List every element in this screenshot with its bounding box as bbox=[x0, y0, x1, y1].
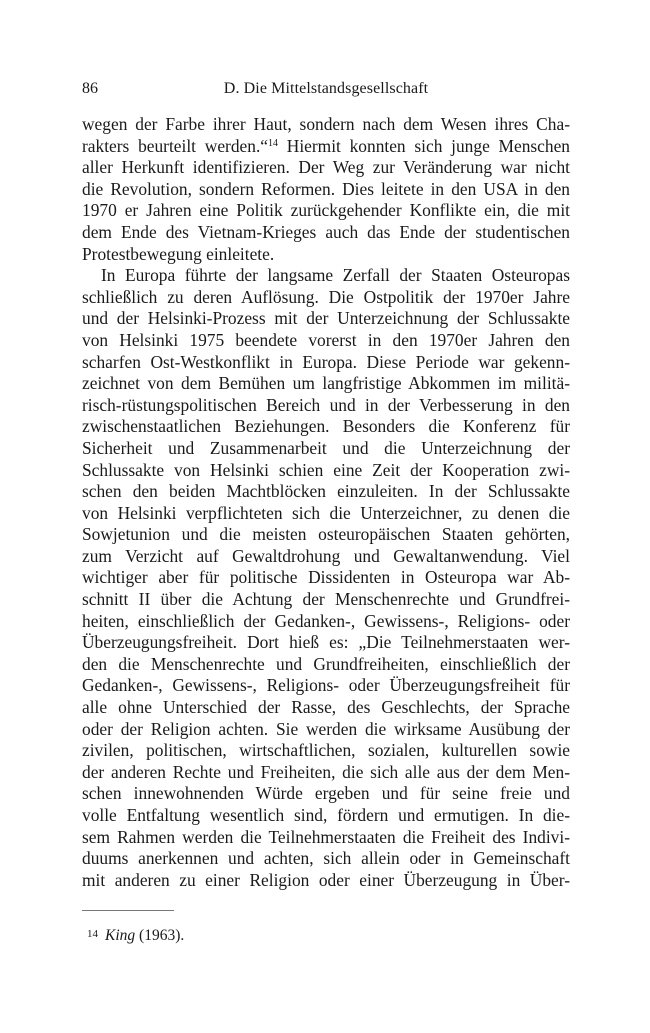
chapter-title: D. Die Mittelstandsgesellschaft bbox=[223, 80, 429, 97]
text-line: schen innewohnenden Würde ergeben und für seine freie und bbox=[82, 783, 570, 804]
text-line: den die Menschenrechte und Grundfreiheiten, einschließlich der bbox=[82, 653, 570, 674]
text-segment: rakters beurteilt werden.“ bbox=[82, 135, 269, 156]
text-line: scharfen Ost-Westkonflikt in Europa. Diese Periode war gekenn- bbox=[82, 351, 570, 372]
text-line: zum Verzicht auf Gewaltdrohung und Gewaltanwendung. Viel bbox=[82, 545, 570, 566]
text-line: mit anderen zu einer Religion oder einer Überzeugung in Über- bbox=[82, 869, 570, 890]
text-line: volle Entfaltung wesentlich sind, fördern und ermutigen. In die- bbox=[82, 805, 570, 825]
text-line: von Helsinki 1975 beendete vorerst in den 1970er Jahren den bbox=[82, 329, 570, 350]
text-line-with-footnote-ref bbox=[82, 136, 570, 158]
text-line: zeichnet von dem Bemühen um langfristige Abkommen im militä- bbox=[82, 373, 570, 394]
footnote-divider bbox=[82, 910, 174, 911]
text-line: schließlich zu deren Auflösung. Die Ostpolitik der 1970er Jahre bbox=[82, 286, 570, 307]
footnote-author: King bbox=[105, 927, 136, 944]
footnote bbox=[82, 924, 570, 946]
text-segment: Hiermit konnten sich junge Menschen bbox=[278, 135, 570, 156]
footnote-number: 14 bbox=[87, 928, 98, 940]
text-line: risch-rüstungspolitischen Bereich und in der Verbesserung in den bbox=[82, 394, 570, 415]
text-line: duums anerkennen und achten, sich allein oder in Gemeinschaft bbox=[82, 848, 570, 869]
text-line: wichtiger aber für politische Dissidenten in Osteuropa war Ab- bbox=[82, 567, 570, 588]
text-line: Protestbewegung einleitete. bbox=[82, 243, 275, 264]
footnote-year: (1963). bbox=[135, 927, 185, 944]
text-line: Sicherheit und Zusammenarbeit und die Unterzeichnung der bbox=[82, 437, 570, 458]
text-line: schnitt II über die Achtung der Menschenrechte und Grundfrei- bbox=[82, 589, 570, 610]
text-line: 1970 er Jahren eine Politik zurückgehender Konflikte ein, die mit bbox=[82, 200, 570, 221]
text-line: heiten, einschließlich der Gedanken-, Gewissens-, Religions- oder bbox=[82, 610, 570, 631]
text-line: schen den beiden Machtblöcken einzuleiten. In der Schlussakte bbox=[82, 481, 570, 502]
page-number: 86 bbox=[82, 80, 98, 97]
text-line: zwischenstaatlichen Beziehungen. Besonders die Konferenz für bbox=[82, 416, 570, 437]
text-line: alle ohne Unterschied der Rasse, des Geschlechts, der Sprache bbox=[82, 697, 570, 718]
text-line: von Helsinki verpflichteten sich die Unterzeichner, zu denen die bbox=[82, 502, 570, 523]
text-line: aller Herkunft identifizieren. Der Weg zur Veränderung war nicht bbox=[82, 157, 570, 178]
text-line: der anderen Rechte und Freiheiten, die sich alle aus der dem Men- bbox=[82, 761, 570, 782]
paragraph-1 bbox=[82, 114, 570, 265]
text-line: zivilen, politischen, wirtschaftlichen, sozialen, kulturellen sowie bbox=[82, 740, 570, 761]
text-line: Gedanken-, Gewissens-, Religions- oder Überzeugungsfreiheit für bbox=[82, 675, 570, 696]
book-page bbox=[82, 0, 570, 1033]
paragraph-2 bbox=[82, 265, 570, 891]
body-text bbox=[82, 114, 570, 891]
text-line: Schlussakte von Helsinki schien eine Zeit der Kooperation zwi- bbox=[82, 459, 570, 480]
running-head bbox=[82, 78, 570, 100]
text-line: sem Rahmen werden die Teilnehmerstaaten die Freiheit des Indivi- bbox=[82, 826, 570, 847]
text-line: Überzeugungsfreiheit. Dort hieß es: „Die Teilnehmerstaaten wer- bbox=[82, 632, 570, 653]
text-line: die Revolution, sondern Reformen. Dies leitete in den USA in den bbox=[82, 178, 570, 199]
text-line: dem Ende des Vietnam-Krieges auch das Ende der studentischen bbox=[82, 221, 570, 242]
text-line: und der Helsinki-Prozess mit der Unterzeichnung der Schlussakte bbox=[82, 308, 570, 329]
text-line: In Europa führte der langsame Zerfall der Staaten Osteuropas bbox=[101, 265, 570, 286]
footnote-reference[interactable]: 14 bbox=[268, 137, 279, 149]
text-line: wegen der Farbe ihrer Haut, sondern nach dem Wesen ihres Cha- bbox=[82, 114, 570, 134]
text-line: Sowjetunion und die meisten osteuropäischen Staaten gehörten, bbox=[82, 524, 570, 545]
text-line: oder der Religion achten. Sie werden die wirksame Ausübung der bbox=[82, 718, 570, 739]
